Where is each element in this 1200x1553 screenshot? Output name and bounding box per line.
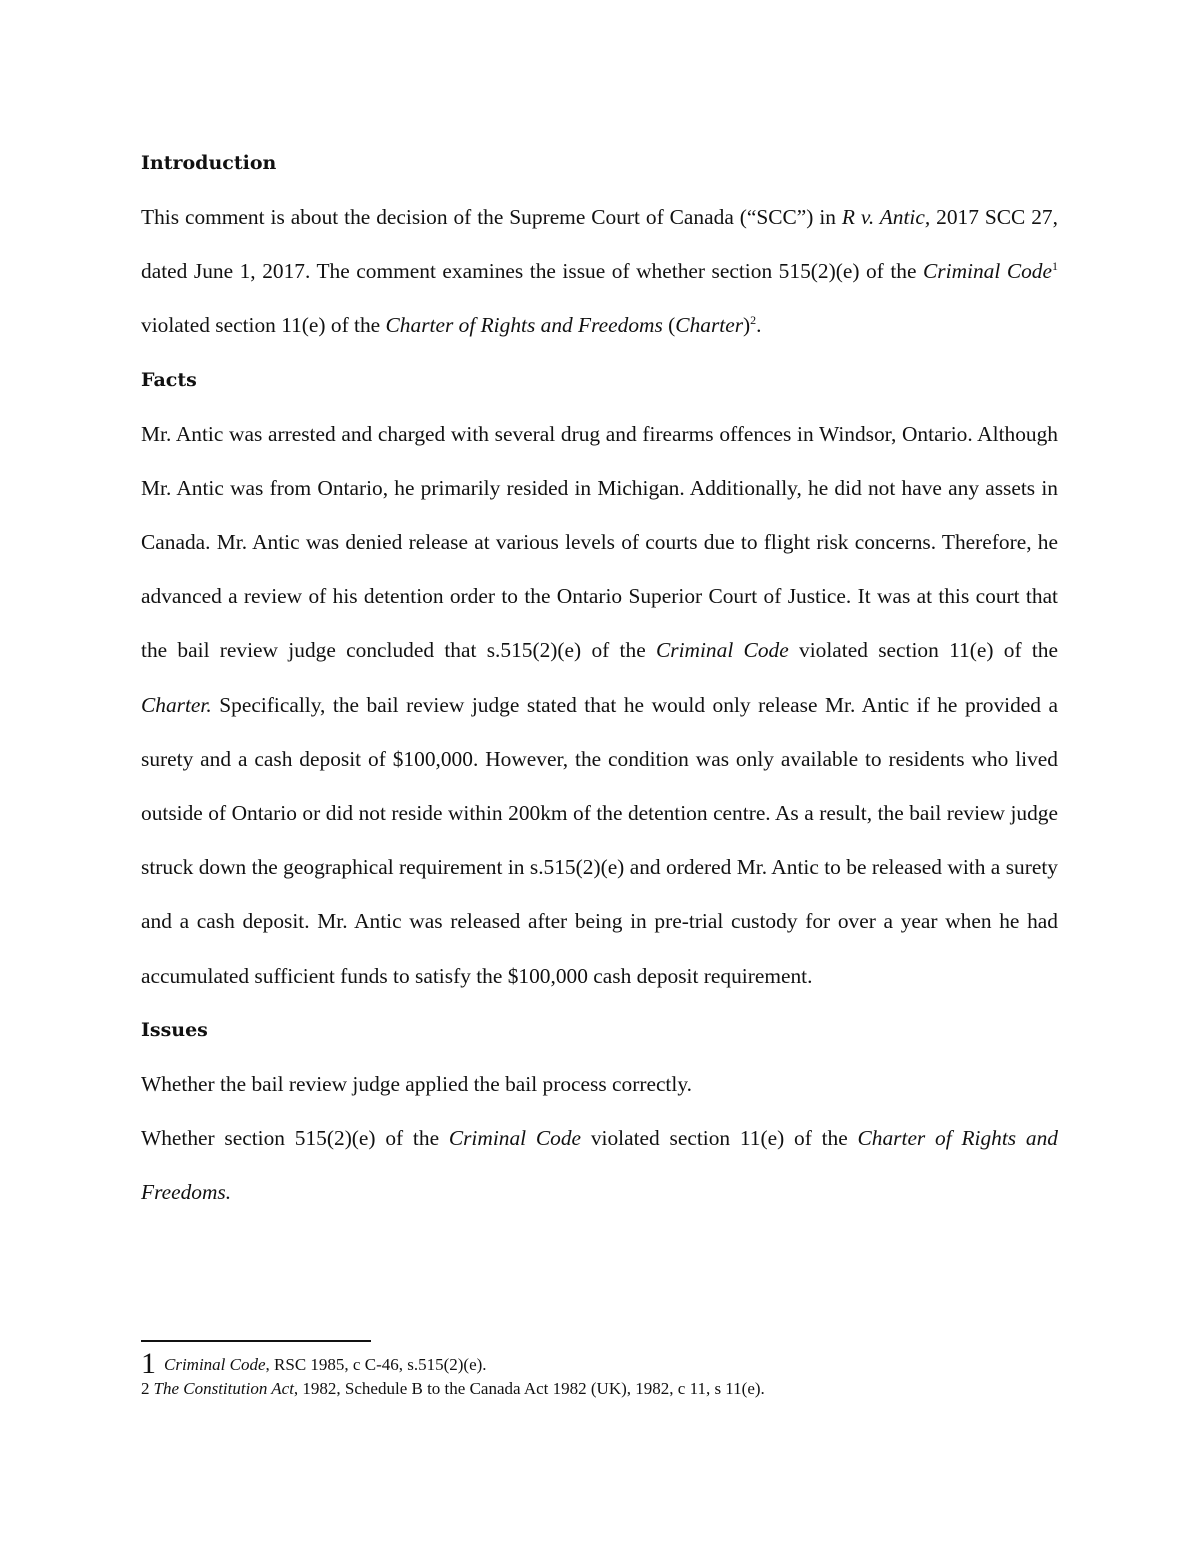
footnotes [141, 1347, 1141, 1401]
charter-short-ref: Charter [675, 313, 744, 338]
introduction-paragraph [141, 190, 1058, 353]
intro-text-4: ( [662, 313, 676, 338]
issue2-criminal-code-ref: Criminal Code [448, 1126, 582, 1151]
charter-ref: Charter of Rights and Freedoms [385, 313, 663, 338]
issue2-text-1: Whether section 515(2)(e) of the [141, 1126, 449, 1151]
footnote-1-number: 1 [141, 1347, 156, 1380]
intro-text-5: ) [743, 313, 751, 338]
footnote-2-number: 2 [141, 1379, 150, 1398]
facts-text-3: Specifically, the bail review judge stated that he would only release Mr. Antic if he provided a surety and a cash deposit of $100,000. However, the condition was only available to residents who lived outside of Ontario or did not reside within 200km of the detention centre. As a result, the bail review judge struck down the geographical requirement in s.515(2)(e) and ordered Mr. Antic to be released with a surety and a cash deposit. Mr. Antic was released after being in pre-trial custody for over a year when he had accumulated sufficient funds to satisfy the $100,000 cash deposit requirement. [141, 692, 1058, 988]
facts-criminal-code-ref: Criminal Code [656, 638, 789, 663]
intro-text-1: This comment is about the decision of the Supreme Court of Canada (“SCC”) in [141, 205, 842, 229]
issue-2 [141, 1111, 1058, 1219]
intro-text-6: . [756, 313, 762, 338]
footnote-ref-2[interactable]: 2 [750, 313, 757, 328]
case-name: R v. Antic, [841, 205, 931, 229]
issue2-charter-ref: Charter of Rights and Freedoms [141, 1126, 1058, 1205]
issue2-text-2: violated section 11(e) of the [581, 1126, 858, 1151]
footnote-1-title: Criminal Code [164, 1355, 266, 1374]
footnote-2 [141, 1377, 1141, 1401]
introduction-heading: Introduction [141, 152, 277, 174]
facts-heading: Facts [141, 368, 197, 391]
issues-heading: Issues [141, 1018, 208, 1041]
issue2-end: . [225, 1180, 232, 1205]
facts-text-2: violated section 11(e) of the [788, 638, 1058, 663]
footnote-2-title: The Constitution Act [153, 1379, 294, 1398]
document-body [141, 136, 1058, 1219]
intro-text-2: 2017 SCC 27, dated June 1, 2017. The comment examines the issue of whether section 515(2)(e) of the [141, 205, 1058, 284]
criminal-code-ref: Criminal Code [923, 259, 1052, 284]
footnote-1-text: , RSC 1985, c C-46, s.515(2)(e). [265, 1355, 487, 1374]
facts-paragraph [141, 407, 1058, 1003]
footnote-2-text: , 1982, Schedule B to the Canada Act 1982 (UK), 1982, c 11, s 11(e). [293, 1379, 765, 1398]
footnote-separator [141, 1340, 371, 1342]
intro-text-3: violated section 11(e) of the [141, 313, 386, 338]
issue-1: Whether the bail review judge applied the bail process correctly. [141, 1071, 692, 1096]
facts-text-1: Mr. Antic was arrested and charged with several drug and firearms offences in Windsor, Ontario. Although Mr. Antic was from Ontario, he primarily resided in Michigan. Additionally, he did not have any assets in Canada. Mr. Antic was denied release at various levels of courts due to flight risk concerns. Therefore, he advanced a review of his detention order to the Ontario Superior Court of Justice. It was at this court that the bail review judge concluded that s.515(2)(e) of the [141, 421, 1058, 663]
footnote-ref-1[interactable]: 1 [1052, 259, 1058, 274]
footnote-1 [141, 1347, 1141, 1380]
facts-charter-ref: Charter. [141, 692, 212, 717]
